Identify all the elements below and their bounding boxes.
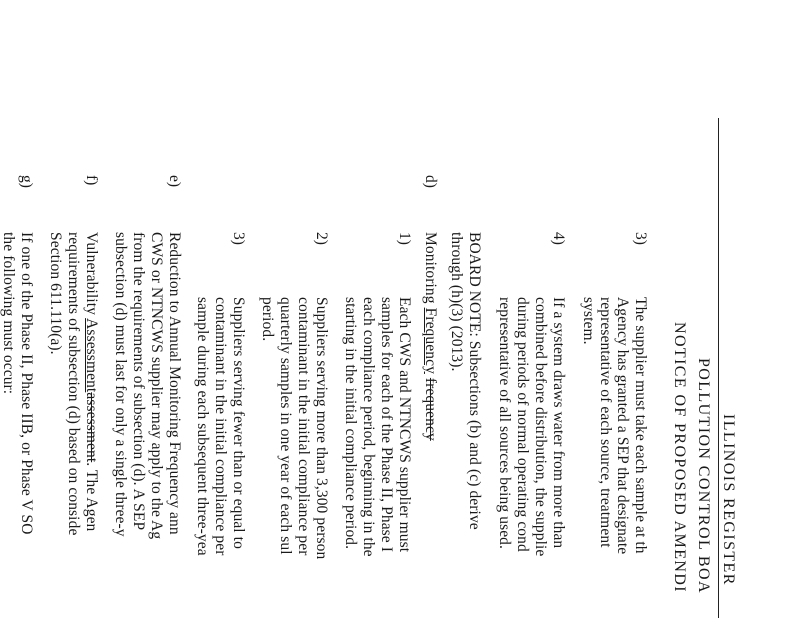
subsection-e-line: CWS or NTNCWS supplier may apply to the Ag xyxy=(148,232,165,540)
item-d2-line: contaminant in the initial compliance per xyxy=(295,297,312,556)
f-text: Vulnerability xyxy=(83,232,100,319)
subsection-g-line: If one of the Phase II, Phase IIB, or Phase V SO xyxy=(18,232,35,535)
inserted-text: Frequency xyxy=(422,307,439,374)
item-d2-label: 2) xyxy=(313,232,330,245)
item-d3-line: contaminant in the initial compliance per xyxy=(212,297,229,556)
item-4-line: If a system draws water from more than xyxy=(550,297,567,549)
item-d1-line: Each CWS and NTNCWS supplier must xyxy=(396,297,413,553)
item-d3-label: 3) xyxy=(230,232,247,245)
notice-title: NOTICE OF PROPOSED AMENDI xyxy=(671,322,688,594)
subsection-e-line: Reduction to Annual Monitoring Frequency ann xyxy=(166,232,183,535)
board-note-line: BOARD NOTE: Subsections (b) and (c) derive xyxy=(466,232,483,530)
item-4-line: combined before distribution, the supplie xyxy=(532,297,549,557)
item-3-line: representative of each source, treatment xyxy=(597,297,614,548)
item-4-line: representative of all sources being used. xyxy=(496,297,513,550)
subsection-g-label: g) xyxy=(18,175,35,188)
subsection-f-line: requirements of subsection (d) based on conside xyxy=(65,232,82,536)
subsection-e-line: from the requirements of subsection (d). A SEP xyxy=(130,232,147,531)
item-3-line: The supplier must take each sample at th xyxy=(632,297,649,554)
subsection-d-label: d) xyxy=(422,175,439,188)
subsection-g-line: the following must occur: xyxy=(0,232,17,395)
subsection-f-label: f) xyxy=(83,175,100,186)
item-4-line: during periods of normal operating cond xyxy=(514,297,531,552)
register-title: ILLINOIS REGISTER xyxy=(720,414,737,586)
item-d1-line: starting in the initial compliance period. xyxy=(342,297,359,550)
item-d1-line: each compliance period, beginning in the xyxy=(360,297,377,557)
item-3-line: system. xyxy=(580,297,597,345)
board-note-line: through (h)(3) (2013). xyxy=(448,232,465,372)
item-d2-line: quarterly samples in one year of each sul xyxy=(277,297,294,555)
subsection-f-line: Section 611.110(a). xyxy=(47,232,64,355)
deleted-text: assessment xyxy=(83,392,100,463)
item-d3-line: Suppliers serving fewer than or equal to xyxy=(230,297,247,549)
f-text-rest: . The Agen xyxy=(83,462,100,532)
item-d1-line: samples for each of the Phase II, Phase I xyxy=(378,297,395,553)
subsection-e-label: e) xyxy=(166,175,183,188)
item-d2-line: period. xyxy=(259,297,276,342)
deleted-text: frequency xyxy=(422,377,439,441)
item-d1-label: 1) xyxy=(396,232,413,245)
subsection-d-heading xyxy=(422,232,439,441)
item-3-line: Agency has granted a SEP that designate xyxy=(614,297,631,555)
board-title: POLLUTION CONTROL BOA xyxy=(695,358,712,594)
item-d3-line: sample during each subsequent three-yea xyxy=(194,297,211,556)
inserted-text: Assessment xyxy=(83,318,100,393)
item-4-label: 4) xyxy=(550,232,567,245)
item-3-label: 3) xyxy=(632,232,649,245)
subsection-f-line xyxy=(83,232,100,531)
item-d2-line: Suppliers serving more than 3,300 person xyxy=(313,297,330,560)
subsection-e-line: subsection (d) must last for only a single three-y xyxy=(112,232,129,537)
heading-text: Monitoring xyxy=(422,232,439,308)
